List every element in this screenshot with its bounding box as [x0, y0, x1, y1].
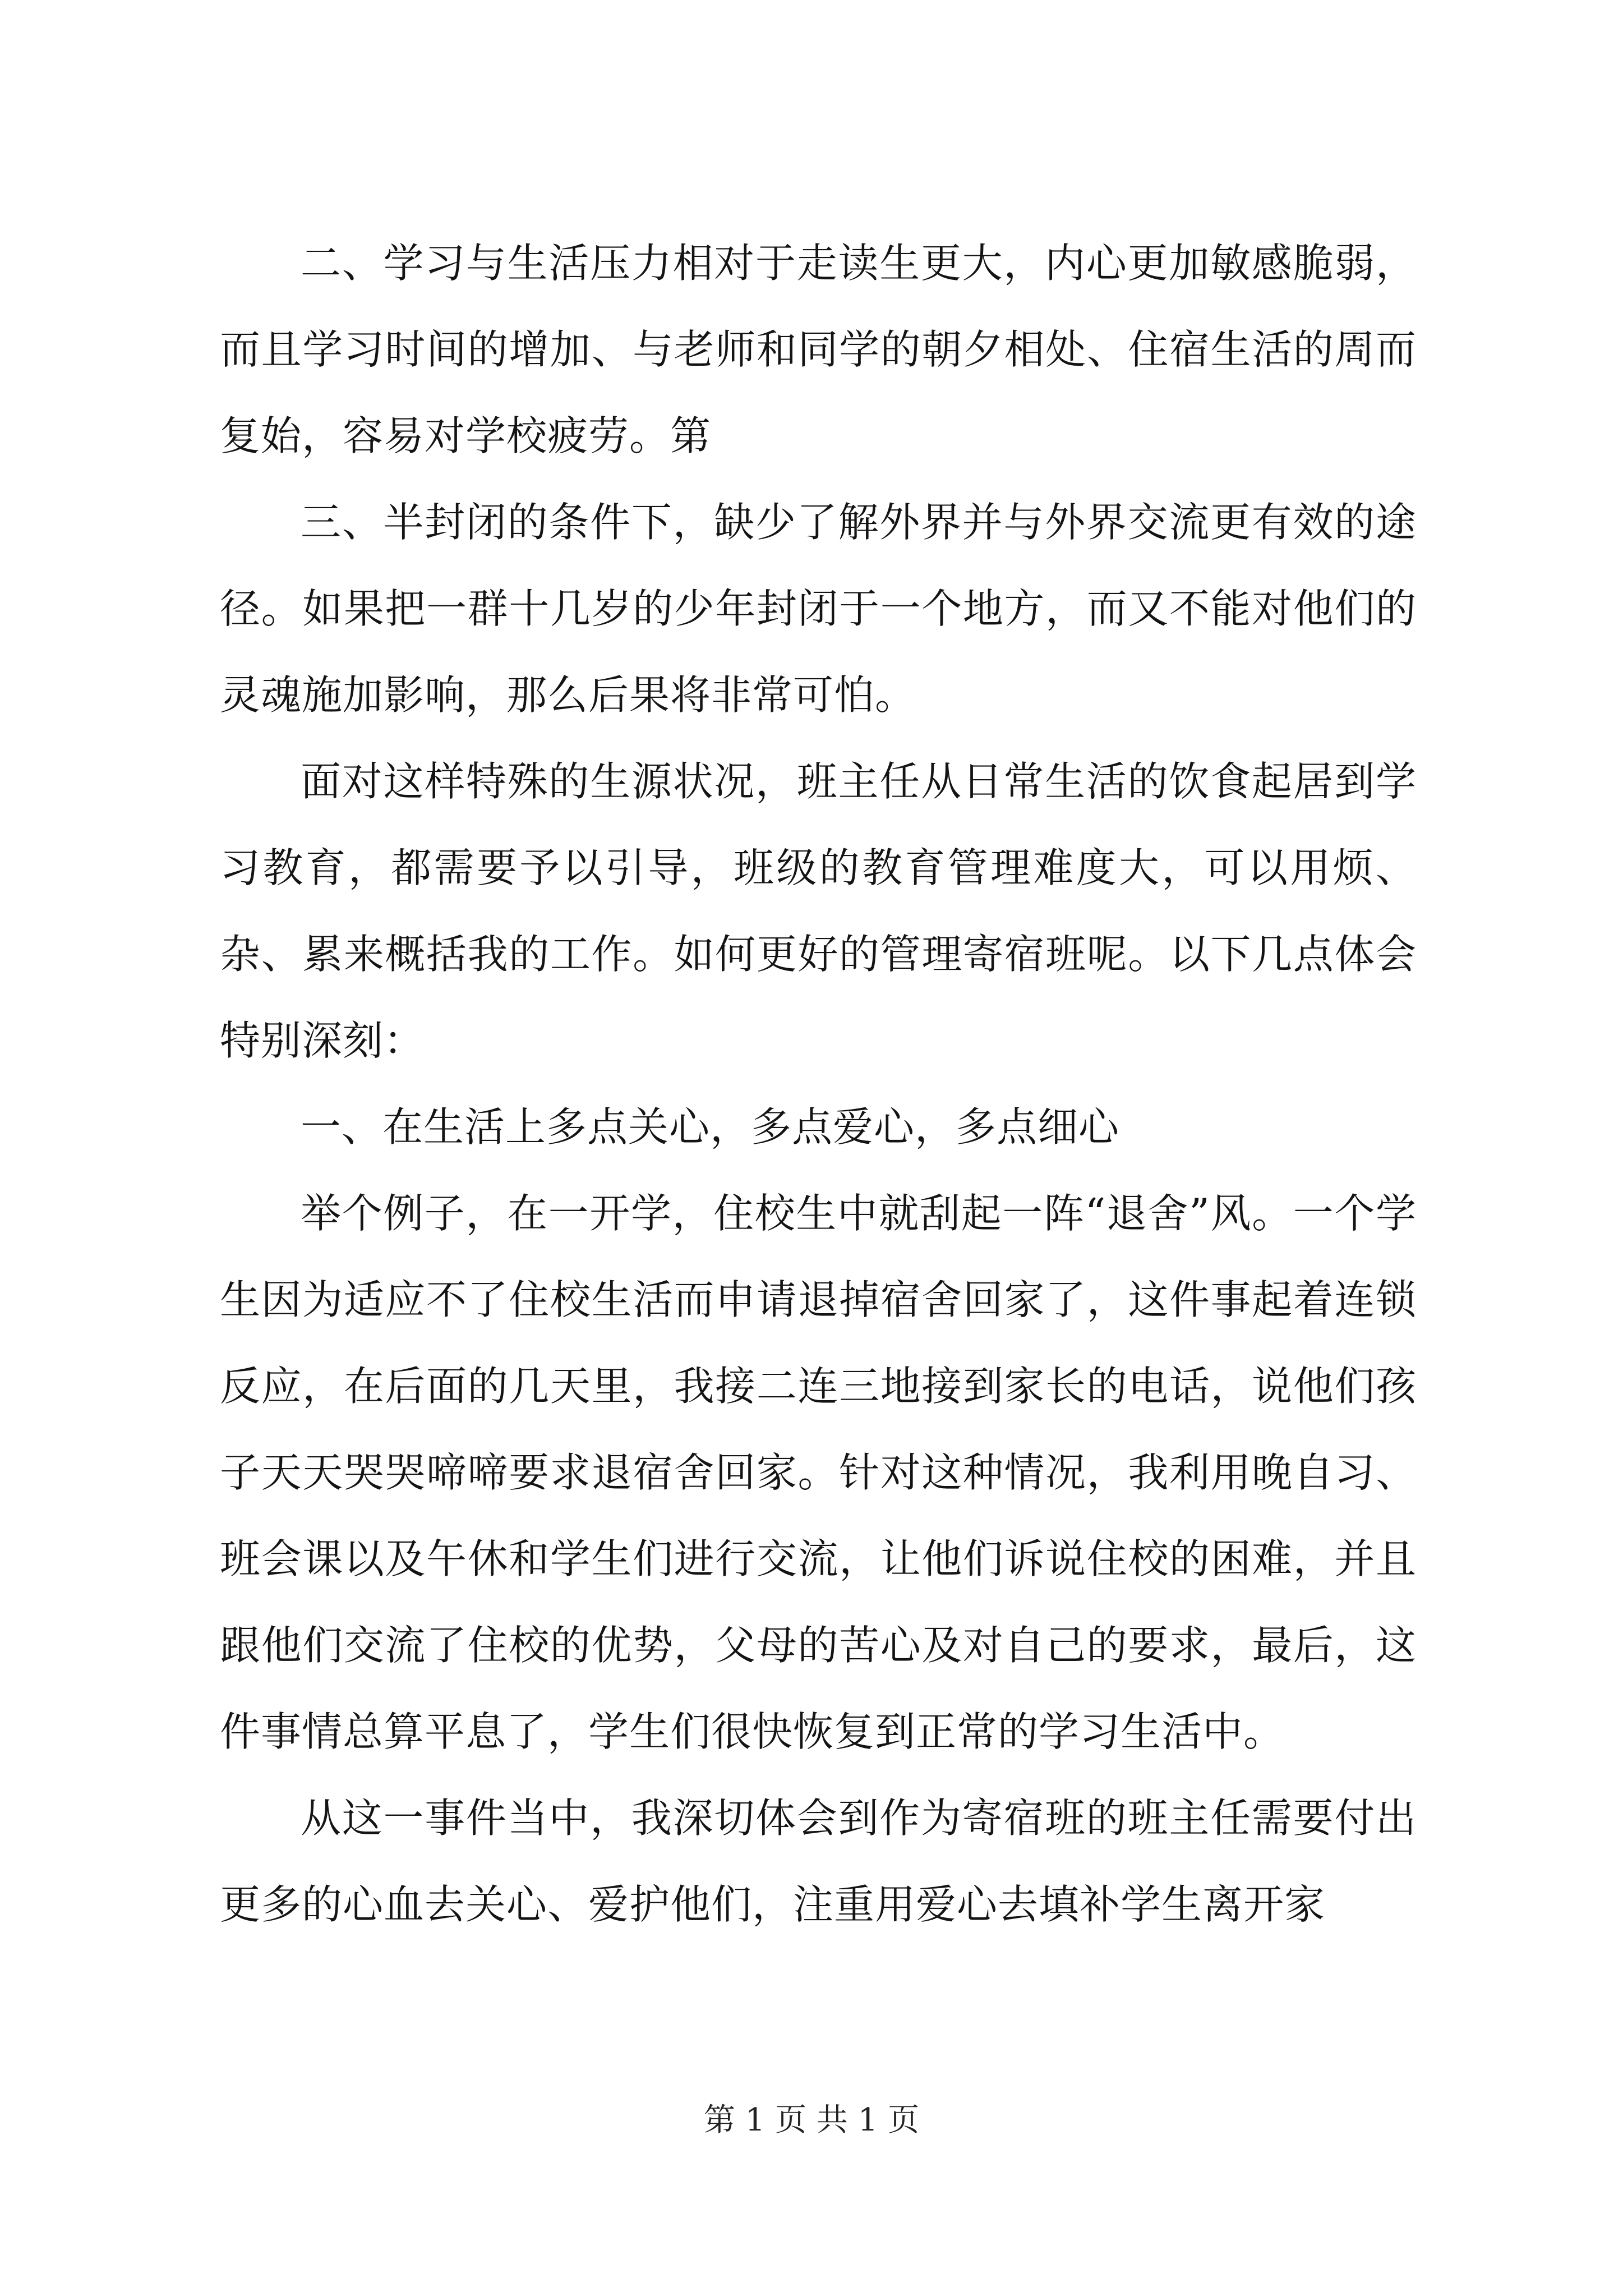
- section-heading-1: 一、在生活上多点关心，多点爱心，多点细心: [301, 1103, 1120, 1151]
- paragraph-5: 从这一事件当中，我深切体会到作为寄宿班的班主任需要付出更多的心血去关心、爱护他们，注重用爱心去填补学生离开家: [220, 1795, 1417, 1928]
- page-indicator: 第 1 页 共 1 页: [703, 2102, 920, 2138]
- page-footer: [0, 2098, 1623, 2143]
- document-body: [220, 220, 1417, 1948]
- paragraph-3: 面对这样特殊的生源状况，班主任从日常生活的饮食起居到学习教育，都需要予以引导，班级的教育管理难度大，可以用烦、杂、累来概括我的工作。如何更好的管理寄宿班呢。以下几点体会特别深刻：: [220, 758, 1417, 1064]
- paragraph-1: 二、学习与生活压力相对于走读生更大，内心更加敏感脆弱，而且学习时间的增加、与老师和同学的朝夕相处、住宿生活的周而复始，容易对学校疲劳。第: [220, 240, 1417, 459]
- paragraph-4: 举个例子，在一开学，住校生中就刮起一阵“退舍”风。一个学生因为适应不了住校生活而申请退掉宿舍回家了，这件事起着连锁反应，在后面的几天里，我接二连三地接到家长的电话，说他们孩子天天哭哭啼啼要求退宿舍回家。针对这种情况，我利用晚自习、班会课以及午休和学生们进行交流，让他们诉说住校的困难，并且跟他们交流了住校的优势，父母的苦心及对自己的要求，最后，这件事情总算平息了，学生们很快恢复到正常的学习生活中。: [220, 1190, 1417, 1755]
- paragraph-2: 三、半封闭的条件下，缺少了解外界并与外界交流更有效的途径。如果把一群十几岁的少年封闭于一个地方，而又不能对他们的灵魂施加影响，那么后果将非常可怕。: [220, 499, 1417, 719]
